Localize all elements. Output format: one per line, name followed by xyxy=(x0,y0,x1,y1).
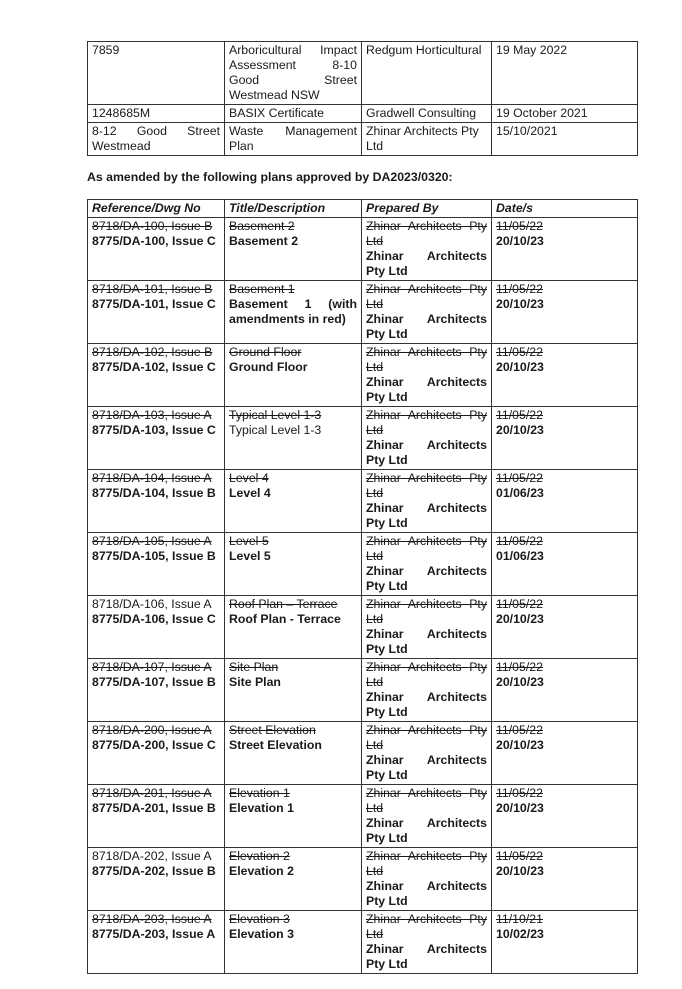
new-reference: 8775/DA-104, Issue B xyxy=(92,486,216,500)
old-prepared-by: Zhinar Architects Pty Ltd xyxy=(366,282,487,311)
plans-table-header xyxy=(88,200,638,218)
new-prepared-by: Zhinar Architects Pty Ltd xyxy=(366,438,487,467)
plan-title-cell xyxy=(225,848,362,911)
old-prepared-by: Zhinar Architects Pty Ltd xyxy=(366,723,487,752)
new-date: 20/10/23 xyxy=(496,738,544,752)
plan-ref-cell xyxy=(88,596,225,659)
plan-ref-cell xyxy=(88,470,225,533)
new-title: Site Plan xyxy=(229,675,281,689)
old-title: Street Elevation xyxy=(229,723,316,737)
new-reference: 8775/DA-202, Issue B xyxy=(92,864,216,878)
old-date: 11/05/22 xyxy=(496,282,543,296)
plan-prepared-by-cell xyxy=(362,659,492,722)
header-ref: Reference/Dwg No xyxy=(88,200,225,218)
plans-table xyxy=(87,199,638,974)
table-row xyxy=(88,596,638,659)
doc-date: 19 May 2022 xyxy=(492,42,638,105)
plan-prepared-by-cell xyxy=(362,470,492,533)
plan-ref-cell xyxy=(88,218,225,281)
plan-title-cell xyxy=(225,470,362,533)
new-title: Typical Level 1-3 xyxy=(229,423,322,437)
plan-title-cell xyxy=(225,911,362,974)
plan-ref-cell xyxy=(88,281,225,344)
old-reference: 8718/DA-104, Issue A xyxy=(92,471,212,485)
old-prepared-by: Zhinar Architects Pty Ltd xyxy=(366,912,487,941)
table-row xyxy=(88,123,638,156)
old-prepared-by: Zhinar Architects Pty Ltd xyxy=(366,534,487,563)
new-date: 20/10/23 xyxy=(496,801,544,815)
new-title: Basement 1 (with amendments in red) xyxy=(229,297,357,326)
plan-title-cell xyxy=(225,659,362,722)
new-prepared-by: Zhinar Architects Pty Ltd xyxy=(366,312,487,341)
plan-title-cell xyxy=(225,722,362,785)
plans-table-body xyxy=(88,218,638,974)
new-date: 20/10/23 xyxy=(496,360,544,374)
new-reference: 8775/DA-103, Issue C xyxy=(92,423,216,437)
plan-ref-cell xyxy=(88,848,225,911)
old-reference: 8718/DA-101, Issue B xyxy=(92,282,213,296)
new-reference: 8775/DA-105, Issue B xyxy=(92,549,216,563)
doc-prepared-by: Zhinar Architects Pty Ltd xyxy=(362,123,492,156)
plan-date-cell xyxy=(492,533,638,596)
plan-ref-cell xyxy=(88,533,225,596)
old-reference: 8718/DA-200, Issue A xyxy=(92,723,212,737)
plan-prepared-by-cell xyxy=(362,911,492,974)
new-reference: 8775/DA-100, Issue C xyxy=(92,234,216,248)
old-date: 11/05/22 xyxy=(496,219,543,233)
plan-date-cell xyxy=(492,407,638,470)
old-reference: 8718/DA-106, Issue A xyxy=(92,597,212,611)
old-title: Roof Plan – Terrace xyxy=(229,597,338,611)
old-date: 11/10/21 xyxy=(496,912,543,926)
old-title: Ground Floor xyxy=(229,345,302,359)
plan-prepared-by-cell xyxy=(362,848,492,911)
new-prepared-by: Zhinar Architects Pty Ltd xyxy=(366,249,487,278)
table-row xyxy=(88,785,638,848)
new-reference: 8775/DA-201, Issue B xyxy=(92,801,216,815)
doc-title: BASIX Certificate xyxy=(225,105,362,123)
old-reference: 8718/DA-201, Issue A xyxy=(92,786,212,800)
table-row xyxy=(88,659,638,722)
old-reference: 8718/DA-100, Issue B xyxy=(92,219,213,233)
plan-date-cell xyxy=(492,911,638,974)
plan-date-cell xyxy=(492,848,638,911)
old-date: 11/05/22 xyxy=(496,471,543,485)
new-prepared-by: Zhinar Architects Pty Ltd xyxy=(366,375,487,404)
new-title: Level 4 xyxy=(229,486,271,500)
plan-title-cell xyxy=(225,281,362,344)
new-prepared-by: Zhinar Architects Pty Ltd xyxy=(366,501,487,530)
new-prepared-by: Zhinar Architects Pty Ltd xyxy=(366,753,487,782)
doc-ref: 7859 xyxy=(88,42,225,105)
old-reference: 8718/DA-105, Issue A xyxy=(92,534,212,548)
documents-table xyxy=(87,41,638,156)
table-row xyxy=(88,42,638,105)
new-title: Elevation 3 xyxy=(229,927,294,941)
plan-date-cell xyxy=(492,596,638,659)
old-prepared-by: Zhinar Architects Pty Ltd xyxy=(366,597,487,626)
old-date: 11/05/22 xyxy=(496,597,543,611)
old-prepared-by: Zhinar Architects Pty Ltd xyxy=(366,660,487,689)
new-date: 20/10/23 xyxy=(496,675,544,689)
new-prepared-by: Zhinar Architects Pty Ltd xyxy=(366,627,487,656)
plan-prepared-by-cell xyxy=(362,785,492,848)
new-reference: 8775/DA-203, Issue A xyxy=(92,927,216,941)
old-prepared-by: Zhinar Architects Pty Ltd xyxy=(366,849,487,878)
plan-title-cell xyxy=(225,785,362,848)
doc-prepared-by: Gradwell Consulting xyxy=(362,105,492,123)
old-title: Elevation 2 xyxy=(229,849,290,863)
old-reference: 8718/DA-202, Issue A xyxy=(92,849,212,863)
old-title: Elevation 3 xyxy=(229,912,290,926)
old-date: 11/05/22 xyxy=(496,786,543,800)
header-date: Date/s xyxy=(492,200,638,218)
old-date: 11/05/22 xyxy=(496,660,543,674)
document-page xyxy=(87,41,637,974)
new-title: Basement 2 xyxy=(229,234,299,248)
old-title: Basement 2 xyxy=(229,219,295,233)
new-prepared-by: Zhinar Architects Pty Ltd xyxy=(366,690,487,719)
plan-ref-cell xyxy=(88,659,225,722)
old-title: Level 4 xyxy=(229,471,269,485)
new-date: 20/10/23 xyxy=(496,612,544,626)
doc-title: Waste Management Plan xyxy=(225,123,362,156)
new-date: 10/02/23 xyxy=(496,927,544,941)
amendment-heading: As amended by the following plans approved by DA2023/0320: xyxy=(87,170,453,184)
old-prepared-by: Zhinar Architects Pty Ltd xyxy=(366,345,487,374)
new-prepared-by: Zhinar Architects Pty Ltd xyxy=(366,942,487,971)
old-prepared-by: Zhinar Architects Pty Ltd xyxy=(366,219,487,248)
plan-title-cell xyxy=(225,407,362,470)
header-title: Title/Description xyxy=(225,200,362,218)
old-title: Elevation 1 xyxy=(229,786,290,800)
old-date: 11/05/22 xyxy=(496,849,543,863)
old-reference: 8718/DA-103, Issue A xyxy=(92,408,212,422)
plan-ref-cell xyxy=(88,722,225,785)
doc-prepared-by: Redgum Horticultural xyxy=(362,42,492,105)
new-date: 20/10/23 xyxy=(496,864,544,878)
new-title: Roof Plan - Terrace xyxy=(229,612,341,626)
old-date: 11/05/22 xyxy=(496,345,543,359)
table-row xyxy=(88,848,638,911)
new-title: Ground Floor xyxy=(229,360,308,374)
new-reference: 8775/DA-107, Issue B xyxy=(92,675,216,689)
plan-date-cell xyxy=(492,281,638,344)
old-title: Typical Level 1-3 xyxy=(229,408,322,422)
table-row xyxy=(88,911,638,974)
old-prepared-by: Zhinar Architects Pty Ltd xyxy=(366,786,487,815)
plan-title-cell xyxy=(225,344,362,407)
plan-prepared-by-cell xyxy=(362,722,492,785)
new-reference: 8775/DA-102, Issue C xyxy=(92,360,216,374)
table-row xyxy=(88,281,638,344)
doc-date: 19 October 2021 xyxy=(492,105,638,123)
documents-table-body xyxy=(88,42,638,156)
header-prepared-by: Prepared By xyxy=(362,200,492,218)
new-date: 20/10/23 xyxy=(496,423,544,437)
plan-prepared-by-cell xyxy=(362,218,492,281)
old-prepared-by: Zhinar Architects Pty Ltd xyxy=(366,471,487,500)
plan-prepared-by-cell xyxy=(362,407,492,470)
old-title: Level 5 xyxy=(229,534,269,548)
plan-title-cell xyxy=(225,218,362,281)
table-row xyxy=(88,407,638,470)
new-date: 20/10/23 xyxy=(496,297,544,311)
plan-prepared-by-cell xyxy=(362,344,492,407)
table-row xyxy=(88,722,638,785)
plan-date-cell xyxy=(492,344,638,407)
old-date: 11/05/22 xyxy=(496,408,543,422)
plan-prepared-by-cell xyxy=(362,596,492,659)
plan-date-cell xyxy=(492,470,638,533)
old-prepared-by: Zhinar Architects Pty Ltd xyxy=(366,408,487,437)
new-title: Elevation 2 xyxy=(229,864,294,878)
plan-date-cell xyxy=(492,218,638,281)
new-date: 01/06/23 xyxy=(496,549,544,563)
new-date: 20/10/23 xyxy=(496,234,544,248)
new-prepared-by: Zhinar Architects Pty Ltd xyxy=(366,564,487,593)
plan-date-cell xyxy=(492,659,638,722)
doc-ref: 1248685M xyxy=(88,105,225,123)
table-row xyxy=(88,344,638,407)
new-reference: 8775/DA-106, Issue C xyxy=(92,612,216,626)
old-reference: 8718/DA-107, Issue A xyxy=(92,660,212,674)
plan-ref-cell xyxy=(88,911,225,974)
old-title: Site Plan xyxy=(229,660,279,674)
old-title: Basement 1 xyxy=(229,282,295,296)
new-prepared-by: Zhinar Architects Pty Ltd xyxy=(366,879,487,908)
old-reference: 8718/DA-203, Issue A xyxy=(92,912,212,926)
table-row xyxy=(88,533,638,596)
plan-prepared-by-cell xyxy=(362,533,492,596)
old-date: 11/05/22 xyxy=(496,723,543,737)
plan-ref-cell xyxy=(88,785,225,848)
plan-title-cell xyxy=(225,533,362,596)
new-reference: 8775/DA-200, Issue C xyxy=(92,738,216,752)
plan-title-cell xyxy=(225,596,362,659)
new-title: Level 5 xyxy=(229,549,271,563)
plan-date-cell xyxy=(492,722,638,785)
table-row xyxy=(88,470,638,533)
new-reference: 8775/DA-101, Issue C xyxy=(92,297,216,311)
doc-title: Arboricultural Impact Assessment 8-10 Good Street Westmead NSW xyxy=(225,42,362,105)
table-row xyxy=(88,218,638,281)
plan-ref-cell xyxy=(88,407,225,470)
doc-date: 15/10/2021 xyxy=(492,123,638,156)
new-date: 01/06/23 xyxy=(496,486,544,500)
doc-ref: 8-12 Good Street Westmead xyxy=(88,123,225,156)
new-title: Street Elevation xyxy=(229,738,322,752)
old-reference: 8718/DA-102, Issue B xyxy=(92,345,213,359)
table-row xyxy=(88,105,638,123)
new-title: Elevation 1 xyxy=(229,801,294,815)
plan-prepared-by-cell xyxy=(362,281,492,344)
new-prepared-by: Zhinar Architects Pty Ltd xyxy=(366,816,487,845)
plan-date-cell xyxy=(492,785,638,848)
plan-ref-cell xyxy=(88,344,225,407)
header-row xyxy=(88,200,638,218)
old-date: 11/05/22 xyxy=(496,534,543,548)
